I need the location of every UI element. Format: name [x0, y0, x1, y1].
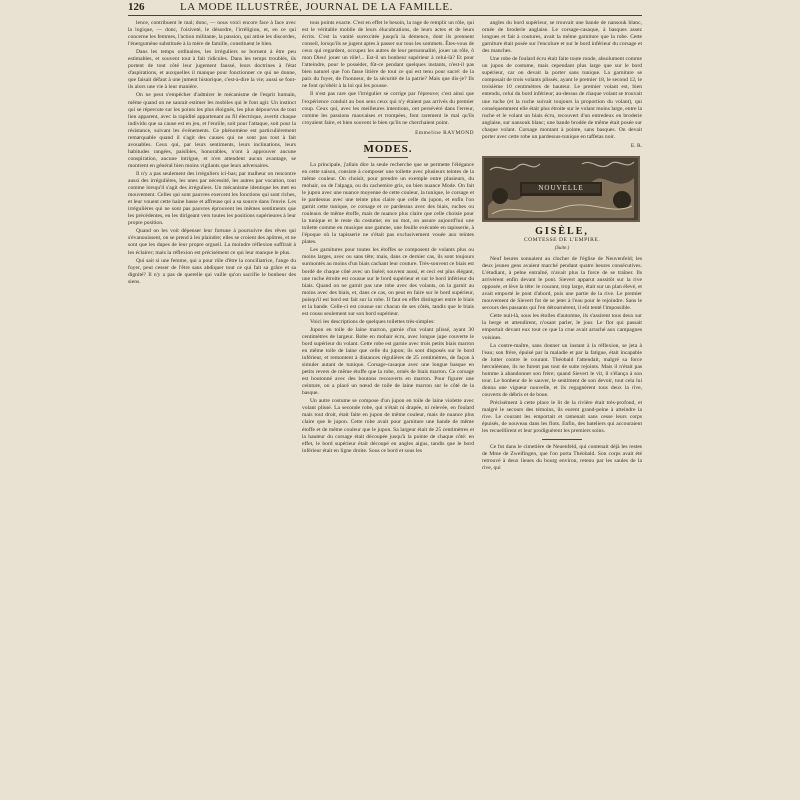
paragraph: Ce fut dans le cimetière de Neuenfeld, qui contenait déjà les restes de Mme de Zweifingen, que l'on porta Théobald. Son corps avait été retrouvé à deux lieues du bourg environ, retenu par les saules de la rive, qui	[482, 444, 642, 472]
column-1	[128, 20, 296, 780]
paragraph: lence, contribuent le mal; donc, — nous voici encore face à face avec la logique, — donc, l'oisiveté, le désordre, l'irréligion, et, en ce qui concerne les femmes, l'action militante, la passion, qui attise les discordes, l'énergumène substituée à la mère de famille, constituent le bien.	[128, 20, 296, 48]
paragraph: Dans les temps ordinaires, les irréguliers se bornent à être peu estimables, et souvent tout à fait ridicules. Dans les temps troublés, ils portent de tout côté leur jugement faussé, leurs doctrines à l'état d'aspirations, et auxquelles il manque pour fonctionner ce qui ne donne, que faisait défaut à une jument historique, c'est-à-dire la vie; aussi se font-ils alors une vie à leur manière.	[128, 49, 296, 91]
paragraph: La contre-maître, sans donner un instant à la réflexion, se jeta à l'eau; son frère, épuisé par la maladie et par la fatigue, était incapable de lutter contre le courant. Théobald l'attendait, malgré sa force herculéenne, ils ne furent pas tout de suite rejoints. Mais il n'était pas homme à abandonner son frère; quand Sievert le vit, il s'élança à son tour. Le bonheur de le sauver, le sentiment de son devoir, tout cela lui donna une vigueur nouvelle, et ils regagnèrent tous deux la rive, couverts de débris et de boue.	[482, 342, 642, 398]
paragraph: Il n'est pas rare que l'irrégulier se corrige par l'épreuve; c'est ainsi que l'expérience conduit au bon sens ceux qui n'y étaient pas arrivés du premier coup. Ceux qui, avec les meilleures intentions, ont persévéré dans l'erreur, comme les passions mauvaises et trompées, font rarement le mal qu'ils croyaient faire, et bien souvent le bien qu'ils ne cherchaient point.	[302, 91, 474, 126]
section-title-modes: MODES.	[363, 142, 413, 155]
paragraph: Voici les descriptions de quelques toilettes très-simples:	[310, 318, 435, 325]
running-title: LA MODE ILLUSTRÉE, JOURNAL DE LA FAMILLE.	[180, 1, 453, 13]
paragraph: La principale, j'allais dire la seule recherche que se permette l'élégance en cette saison, consiste à composer une toilette avec plusieurs teintes de la même couleur. On choisit, pour prendre un exemple entre plusieurs, du mohair, ou de l'alpaga, ou du cachemire gris, ou bien nuance Mode. On fait le jupon avec une nuance moyenne de cette couleur, la tunique, le corsage et le pardessus avec une teinte plus claire que celle du jupon, et enfin l'on garnit cette tunique, ce corsage et ce pardessus avec des biais, ruches ou rouleaux de même étoffe, mais de nuance plus claire que celle choisie pour la tunique et le reste du costume; en un mot, on assure aujourd'hui une toilette comme en musique une gamme, une feuille exécutée en tapisserie, à l'époque où la tapisserie ne s'était pas exclusivement vouée aux teintes plates.	[302, 161, 474, 246]
paragraph: Précisément à cette place le lit de la rivière était très-profond, et malgré le secours des témoins, ils eurent grand-peine à atteindre la rive. Le courant les emportait et ramenait sans cesse leurs corps épuisés, de nouveau dans les flots. Enfin, des bateliers qui accouraient les recueillirent et leur prodiguèrent les premiers soins.	[482, 399, 642, 435]
paragraph: Qui sait si une femme, qui a pour rôle d'être la conciliatrice, l'ange du foyer, peut cesser de l'être sans abdiquer tout ce qui fait sa grâce et sa dignité? Il n'y a pas de querelle qui vaille qu'on sacrifie le bonheur des siens.	[128, 257, 296, 285]
page-number: 126	[128, 1, 145, 13]
author-signature: Emmeline RAYMOND	[415, 129, 474, 136]
paragraph: Cette nuit-là, sous les étoiles d'automne, ils s'assirent tous deux sur la berge et attendirent, n'osant parler, le jour. Le flot qui passait emportait devant eux tout ce que la crue avait arraché aux campagnes voisines.	[482, 313, 642, 341]
paragraph: Une robe de foulard écru était faite toute ronde, absolument comme un jupon de costume, mais cependant plus large que sur le bord supérieur, car on devait la porter sans tunique. La garniture se composait de trois volants plissés, ayant le premier 18, le second 12, le troisième 10 centimètres de hauteur. Le premier volant est, bien entendu, celui du bord inférieur; au-dessus de chaque volant se trouvait une ruche (et la ruche suivait toujours la proportion du volant), qui conséquemment elle était plus étroite sur le volant moins large, entre la ruche et le volant un biais écru, recouvert d'un entredeux en broderie anglaise, sur nansouk blanc; une bande brodée de même était posée sur chaque volant. Corsage montant à pointe, sans basques. On devait porter avec cette robe un pardessus-tunique en taffetas noir.	[482, 56, 642, 140]
paragraph: Les garnitures pour toutes les étoffes se composent de volants plus ou moins larges, avec ou sans tête; mais, dans ce dernier cas, ils sont toujours surmontés au moins d'un biais cachant leur couture. Très-souvent ce biais est bordé de chaque côté avec un liséré; souvent aussi, et ceci est plus élégant, une ruche étroite est cousue sur le bord supérieur et sur le bord inférieur du biais. Quand on ne garnit pas une robe avec des volants, on la garnit au moins avec des biais, et, dans ce cas, on peut en faire sur le bord supérieur, puisqu'il est bord est fait sur la robe. Il faut en effet distinguer entre le biais et la bande. Celle-ci est cousue sur chacun de ses côtés, tandis que le biais est cousu seulement sur son bord supérieur.	[302, 247, 474, 317]
header-rule	[128, 15, 642, 16]
separator-rule	[368, 141, 408, 142]
author-initials: E. R.	[630, 142, 642, 149]
story-title: GISÈLE,	[535, 225, 589, 237]
paragraph: Jupon en toile de laine marron, garnie d'un volant plissé, ayant 30 centimètres de largeur. Robe en mohair écru, avec longue jupe couverte le bord supérieur du volant. Cette robe est garnie avec trois petits biais marron en même toile de laine que celle du jupon; ils sont disposés sur le bord inférieur, et remontent à distances régulières de 25 centimètres, de façon à simuler autant de tunique. Corsage-casaque avec une longue basque en petits revers de même étoffe que la robe, ornés de biais marron. Ce corsage est boutonné avec des boutons recouverts en marron. Pour figurer une ceinture, on a placé un nœud de toile de laine marron sur le côté de la basque.	[302, 326, 474, 397]
paragraph: Un autre costume se compose d'un jupon en toile de laine violette avec volant plissé. La seconde robe, qui n'était ni drapée, ni relevée, en foulard mais tout droit, était faite en jupon de même couleur, mais de nuance plus claire que le jupon. Cette robe avait pour garniture une bande de même étoffe et de même couleur que le jupon. Sa largeur était de 25 centimètres et la hauteur du corsage était découpée jusqu'à la pointe de chaque côté: en effet, le bord supérieur était découpé en angles aigus, tandis que le bord inférieur était en ligne droite. Sous ce bord et sous les	[302, 398, 474, 454]
paragraph: Quand on les voit dépenser leur fortune à poursuivre des rêves qui s'évanouissent, on se prend à les plaindre; elles se croient des apôtres, et ne sont que les dupes de leur propre orgueil. La moindre réflexion suffirait à les éclairer; mais la réflexion est précisément ce qui leur manque le plus.	[128, 228, 296, 256]
paragraph: Il n'y a pas seulement des irréguliers ici-bas; par malheur on rencontre aussi des irrégulières, les unes par nécessité, les autres par vocation, tout comme lorsqu'il s'agit des irréguliers. Un mécanisme identique les met en mouvement. Celles qui sont pauvres exercent les fonctions qui sont riches, et leur vouent cette haine basse et affreuse qui a sa source dans l'envie. Les irrégulières qui ne sont pas pauvres éprouvent les mêmes sentiments que les précédentes, en les dirigeant vers toutes les positions supérieures à leur propre position.	[128, 170, 296, 227]
nouvelle-banner	[482, 156, 640, 222]
story-subtitle: COMTESSE DE L'EMPIRE.	[523, 236, 601, 243]
paragraph: angles du bord supérieur, se trouvait une bande de nansouk blanc, ornée de broderie anglaise. Le corsage-casaque, à basques assez longues et fait à coutures, avait la même garniture que la robe. Cette garniture était posée sur l'encolure et sur le bord inférieur du corsage et des manches.	[482, 20, 642, 55]
banner-label: NOUVELLE	[522, 184, 600, 193]
paragraph: On ne peut s'empêcher d'admirer le mécanisme de l'esprit humain, même quand on ne saurait estimer les mobiles qui le font agir. Un instinct qui se répercute sur les points les plus éloignés, les plus dépourvus de tout lien apparent, avec la rapidité appartenant au fil électrique, avertit chaque individu que sa cause est en jeu, et l'enrôle, soit pour l'attaque, soit pour la résistance, suivant les événements. Ce phénomène est particulièrement remarquable quand il s'agit des causes qui ne sont pas tout à fait avouables. Ceux qui, par leurs sentiments, leurs inclinations, leurs habitudes rangées, paisibles, honorables, n'ont à approuver aucune conspiration, aucune intrigue, et n'en attendent aucun avantage, se montrent en général bien moins vigilants que leurs adversaires.	[128, 92, 296, 169]
separator-rule	[368, 157, 408, 158]
paragraph: tous points exacte. C'est en effet le besoin, la rage de remplir un rôle, qui est le véritable mobile de leurs élucubrations, de leurs actes et de leurs écrits. C'est la vanité surexcitée jusqu'à la démence, dont ils prennent conseil, lorsqu'ils se jugent aptes à passer sur tous les sommets. Êtes-vous de ceux qui regardent, occupez les autres de leur personnalité, jouer un rôle, ô mon Dieu! jouer un rôle!... Est-il un bonheur supérieur à celui-là? Et pour l'atteindre, pour le posséder, fût-ce pendant quelques instants, n'est-il pas bien naturel que l'on fasse litière de tout ce qui est tenu pour sacré: de la paix du foyer, de l'honneur, de la sécurité de la patrie? Mais que dis-je? Ils ne font qu'obéir à la loi qui les pousse.	[302, 20, 474, 90]
column-3	[482, 20, 642, 780]
column-2	[302, 20, 474, 780]
story-continuation-note: (Suite.)	[554, 245, 570, 251]
paragraph: Neuf heures sonnaient au clocher de l'église de Neuvenfeld; les deux jeunes gens avaient marché pendant quatre heures consécutives. L'étudiant, à pelne entraîné, n'avait plus la force de se traîner. Ils arrivèrent enfin devant le pont. Sievert apparut aussitôt sur la rive opposée, et lève la tête: le courant, trop large, était sur un plan élevé, et avait emporté le pont d'abord, puis une partie de la rive. Le premier mouvement de Sievert fut de se jeter à l'eau pour le rejoindre. Sans le secours des passants qui l'en détournèrent, il eût tenté l'impossible.	[482, 255, 642, 312]
separator-rule	[542, 439, 582, 440]
page-header	[128, 0, 638, 14]
